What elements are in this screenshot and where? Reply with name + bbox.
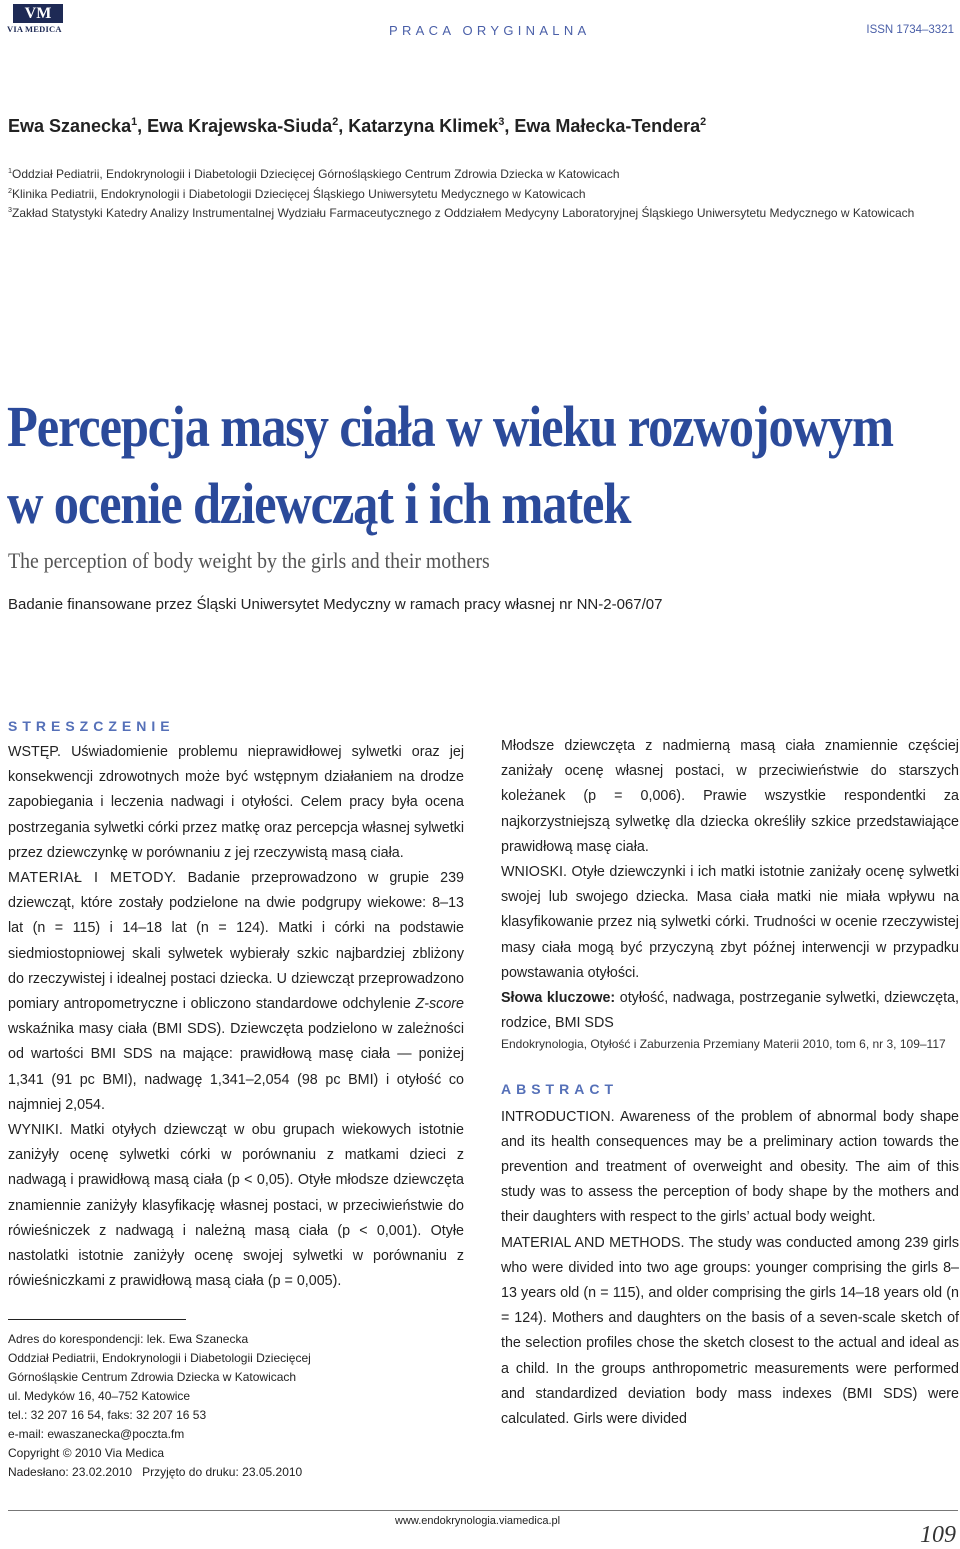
affiliation: $^1$Oddział Pediatrii, Endokrynologii i Diabetologii Dziecięcej Górnośląskiego Centrum Zdrowia Dziecka w Katowicach: [8, 166, 620, 181]
title-line: Percepcja masy ciała w wieku rozwojowym: [7, 394, 893, 459]
abstract-heading: ABSTRACT: [501, 1081, 618, 1098]
correspondence-line: tel.: 32 207 16 54, faks: 32 207 16 53: [8, 1408, 207, 1422]
correspondence-line: Copyright © 2010 Via Medica: [8, 1446, 165, 1460]
affiliation: $^2$Klinika Pediatrii, Endokrynologii i Diabetologii Dziecięcej Śląskiego Uniwersytetu Medycznego w Katowicach: [8, 185, 586, 201]
affiliation: $^3$Zakład Statystyki Katedry Analizy Instrumentalnej Wydziału Farmaceutycznego z Oddziałem Medycyny Laboratoryjnej Śląskiego Uniwersytetu Medycznego w Katowicach: [8, 205, 915, 220]
paragraph: WNIOSKI. Otyłe dziewczynki i ich matki istotnie zaniżały ocenę sylwetki swojej lub swojego dziecka. Masa ciała matki nie miała wpływu na klasyfikowanie przez nią sylwetki córki. Trudności w ocenie rzeczywistej masy ciała mogą być przyczyną zbyt późnej interwencji w przypadku powstawania otyłości.: [501, 864, 959, 981]
paragraph: WSTĘP. Uświadomienie problemu nieprawidłowej sylwetki oraz jej konsekwencji zdrowotnych może być wstępnym działaniem na drodze zapobiegania i leczenia nadwagi i otyłości. Celem pracy była ocena postrzegania sylwetki córki przez matkę oraz percepcja własnej sylwetki przez dziewczynkę w porównaniu z jej rzeczywistą masą ciała.: [8, 744, 464, 861]
correspondence-line: Nadesłano: 23.02.2010 Przyjęto do druku: 23.05.2010: [8, 1465, 303, 1479]
paragraph: INTRODUCTION. Awareness of the problem of abnormal body shape and its health consequences may be a preliminary action towards the prevention and treatment of overweight and obesity. The aim of this study was to assess the perception of body shape by the mothers and their daughters with respect to the girls’ actual body weight.: [501, 1108, 959, 1226]
correspondence-line: Górnośląskie Centrum Zdrowia Dziecka w Katowicach: [8, 1370, 297, 1384]
author-sup: 3: [498, 116, 505, 128]
correspondence-line: Adres do korespondencji: lek. Ewa Szanecka: [8, 1332, 249, 1346]
paragraph: Młodsze dziewczęta z nadmierną masą ciała znamiennie częściej zaniżały ocenę własnej postaci, w przeciwieństwie do starszych koleżanek (p = 0,006). Prawie wszystkie respondentki za najkorzystniejszą sylwetkę dla dziecka określiły szkice przedstawiające prawidłową masę ciała.: [501, 738, 959, 855]
author-list: Ewa Szanecka$^1$, Ewa Krajewska-Siuda$^2$, Katarzyna Klimek$^3$, Ewa Małecka-Tendera$^2$: [8, 116, 707, 136]
author-name: Katarzyna Klimek: [348, 116, 499, 136]
author-sup: 2: [332, 116, 339, 128]
correspondence-line: Oddział Pediatrii, Endokrynologii i Diabetologii Dziecięcej: [8, 1351, 311, 1365]
title-line: w ocenie dziewcząt i ich matek: [7, 471, 631, 536]
author-name: Ewa Małecka-Tendera: [514, 116, 701, 136]
paragraph: MATERIAŁ I METODY. Badanie przeprowadzono w grupie 239 dziewcząt, które zostały podzielone na dwie podgrupy wiekowe: 8–13 lat (n = 115) i 14–18 lat (n = 124). Matki i córki na podstawie siedmiostopniowej skali sylwetek wybierały szkic najbardziej zbliżony do rzeczywistej i idealnej postaci dziecka. U dziewcząt przeprowadzono pomiary antropometryczne i obliczono standardowe odchylenie Z-score wskaźnika masy ciała (BMI SDS). Dziewczęta podzielono w zależności od wartości BMI SDS na mające: prawidłową masę ciała — poniżej 1,341 (91 pc BMI), nadwagę 1,341–2,054 (98 pc BMI) i otyłość co najmniej 2,054.: [8, 870, 465, 1113]
logo-name: VIA MEDICA: [7, 24, 62, 34]
streszczenie-heading: STRESZCZENIE: [8, 718, 175, 734]
logo-mark: VM: [13, 4, 63, 23]
author-sup: 1: [131, 116, 138, 128]
page-number: 109: [920, 1522, 956, 1548]
paragraph: WYNIKI. Matki otyłych dziewcząt w obu grupach wiekowych istotnie zaniżyły ocenę sylwetki córki w porównaniu z matkami dzieci z nadwagą i prawidłową masą ciała (p < 0,05). Otyłe młodsze dziewczęta znamiennie zaniżyły klasyfikację własnej postaci, w przeciwieństwie do rówieśniczek z nadwagą i należną masą ciała (p < 0,001). Otyłe nastolatki istotnie zaniżyły ocenę swojej sylwetki w porównaniu z rówieśniczkami z prawidłową masą ciała (p = 0,005).: [8, 1122, 464, 1290]
funding-note: Badanie finansowane przez Śląski Uniwersytet Medyczny w ramach pracy własnej nr NN-2-067/07: [8, 596, 663, 613]
author-name: Ewa Szanecka: [8, 116, 132, 136]
correspondence-block: [8, 1330, 468, 1482]
issn: ISSN 1734–3321: [866, 24, 954, 36]
footer-url[interactable]: www.endokrynologia.viamedica.pl: [395, 1515, 561, 1527]
author-name: Ewa Krajewska-Siuda: [147, 116, 333, 136]
correspondence-line: ul. Medyków 16, 40–752 Katowice: [8, 1389, 191, 1403]
journal-citation: Endokrynologia, Otyłość i Zaburzenia Przemiany Materii 2010, tom 6, nr 3, 109–117: [501, 1037, 946, 1052]
footnote-rule: [8, 1319, 186, 1320]
streszczenie-body: [8, 740, 464, 1294]
article-title: [7, 388, 893, 542]
section-label: PRACA ORYGINALNA: [389, 23, 591, 38]
article-subtitle: The perception of body weight by the girls and their mothers: [8, 548, 490, 573]
right-column: [501, 734, 959, 1432]
affiliation-list: [8, 163, 958, 222]
footer-rule: [8, 1510, 958, 1511]
correspondence-line: e-mail: ewaszanecka@poczta.fm: [8, 1427, 185, 1441]
author-sup: 2: [700, 116, 707, 128]
paragraph: MATERIAL AND METHODS. The study was conducted among 239 girls who were divided into two age groups: younger comprising the girls 8–13 years old (n = 115), and older comprising the girls 14–18 years old (n = 124). Mothers and daughters on the basis of a seven-scale sketch of the selection profiles chose the sketch closest to the actual and ideal as a child. In the groups anthropometric measurements were performed and standardized deviation body mass indexes (BMI SDS) were calculated. Girls were divided: [501, 1234, 959, 1428]
publisher-logo: [7, 4, 73, 36]
keywords: Słowa kluczowe: otyłość, nadwaga, postrzeganie sylwetki, dziewczęta, rodzice, BMI SDS: [501, 990, 959, 1032]
